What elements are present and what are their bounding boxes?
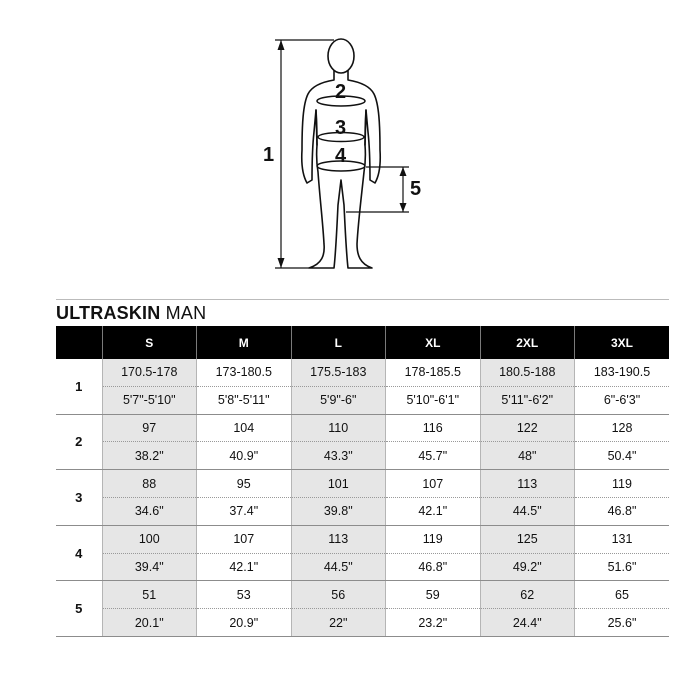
size-cell-cm: 131: [575, 525, 670, 553]
row-label-3: 3: [56, 470, 102, 526]
size-header-2xl: 2XL: [480, 326, 575, 359]
size-cell-in: 5'9"-6": [291, 386, 386, 414]
size-cell-cm: 183-190.5: [575, 359, 670, 386]
measure-label-4: 4: [335, 145, 347, 167]
size-cell-in: 34.6": [102, 497, 197, 525]
size-header-l: L: [291, 326, 386, 359]
table-row: [56, 497, 669, 525]
table-row: [56, 525, 669, 553]
size-cell-cm: 101: [291, 470, 386, 498]
size-cell-cm: 95: [197, 470, 292, 498]
measurement-figure: [0, 0, 700, 290]
size-cell-in: 39.4": [102, 553, 197, 581]
size-cell-cm: 88: [102, 470, 197, 498]
table-row: [56, 553, 669, 581]
row-label-4: 4: [56, 525, 102, 581]
size-cell-in: 46.8": [575, 497, 670, 525]
size-cell-in: 43.3": [291, 442, 386, 470]
table-row: [56, 609, 669, 637]
size-header-m: M: [197, 326, 292, 359]
size-cell-in: 40.9": [197, 442, 292, 470]
size-cell-cm: 178-185.5: [386, 359, 481, 386]
size-header-row: [56, 326, 669, 359]
size-cell-in: 45.7": [386, 442, 481, 470]
size-cell-cm: 51: [102, 581, 197, 609]
size-cell-cm: 113: [291, 525, 386, 553]
size-cell-in: 37.4": [197, 497, 292, 525]
measure-label-5: 5: [410, 178, 422, 200]
table-row: [56, 470, 669, 498]
size-header-s: S: [102, 326, 197, 359]
size-cell-cm: 113: [480, 470, 575, 498]
size-cell-in: 48": [480, 442, 575, 470]
body-outline-icon: [0, 0, 700, 290]
size-cell-cm: 119: [575, 470, 670, 498]
measure-label-2: 2: [335, 81, 347, 103]
size-cell-cm: 104: [197, 414, 292, 442]
size-cell-cm: 59: [386, 581, 481, 609]
size-cell-in: 23.2": [386, 609, 481, 637]
table-row: [56, 414, 669, 442]
size-cell-in: 50.4": [575, 442, 670, 470]
size-cell-in: 42.1": [197, 553, 292, 581]
size-cell-cm: 65: [575, 581, 670, 609]
size-cell-in: 5'8"-5'11": [197, 386, 292, 414]
size-cell-cm: 97: [102, 414, 197, 442]
chart-title-suffix: MAN: [165, 303, 207, 323]
size-cell-cm: 110: [291, 414, 386, 442]
size-cell-cm: 122: [480, 414, 575, 442]
size-cell-in: 5'7"-5'10": [102, 386, 197, 414]
size-chart-table: [56, 326, 669, 637]
size-cell-in: 42.1": [386, 497, 481, 525]
size-cell-in: 6"-6'3": [575, 386, 670, 414]
measure-label-3: 3: [335, 117, 347, 139]
size-header-3xl: 3XL: [575, 326, 670, 359]
size-cell-in: 22": [291, 609, 386, 637]
size-cell-cm: 175.5-183: [291, 359, 386, 386]
row-label-2: 2: [56, 414, 102, 470]
size-cell-cm: 180.5-188: [480, 359, 575, 386]
title-divider: [56, 299, 669, 300]
size-cell-in: 39.8": [291, 497, 386, 525]
measure-label-1: 1: [263, 144, 275, 166]
size-cell-cm: 107: [197, 525, 292, 553]
size-cell-cm: 128: [575, 414, 670, 442]
chart-title-brand: ULTRASKIN: [56, 303, 161, 323]
size-cell-in: 20.1": [102, 609, 197, 637]
table-row: [56, 442, 669, 470]
size-cell-cm: 107: [386, 470, 481, 498]
size-cell-in: 51.6": [575, 553, 670, 581]
size-cell-cm: 125: [480, 525, 575, 553]
size-cell-cm: 170.5-178: [102, 359, 197, 386]
size-cell-in: 49.2": [480, 553, 575, 581]
size-cell-in: 5'11"-6'2": [480, 386, 575, 414]
table-row: [56, 581, 669, 609]
size-cell-in: 5'10"-6'1": [386, 386, 481, 414]
size-cell-in: 25.6": [575, 609, 670, 637]
size-cell-in: 20.9": [197, 609, 292, 637]
size-cell-cm: 62: [480, 581, 575, 609]
table-row: [56, 386, 669, 414]
size-cell-cm: 173-180.5: [197, 359, 292, 386]
size-cell-cm: 116: [386, 414, 481, 442]
chart-title: [56, 303, 206, 323]
size-cell-in: 24.4": [480, 609, 575, 637]
size-cell-cm: 100: [102, 525, 197, 553]
size-cell-in: 44.5": [291, 553, 386, 581]
size-cell-cm: 119: [386, 525, 481, 553]
size-cell-in: 44.5": [480, 497, 575, 525]
size-cell-cm: 56: [291, 581, 386, 609]
size-header-xl: XL: [386, 326, 481, 359]
header-corner: [56, 326, 102, 359]
size-cell-in: 38.2": [102, 442, 197, 470]
size-cell-cm: 53: [197, 581, 292, 609]
row-label-1: 1: [56, 359, 102, 414]
table-row: [56, 359, 669, 386]
size-cell-in: 46.8": [386, 553, 481, 581]
row-label-5: 5: [56, 581, 102, 637]
